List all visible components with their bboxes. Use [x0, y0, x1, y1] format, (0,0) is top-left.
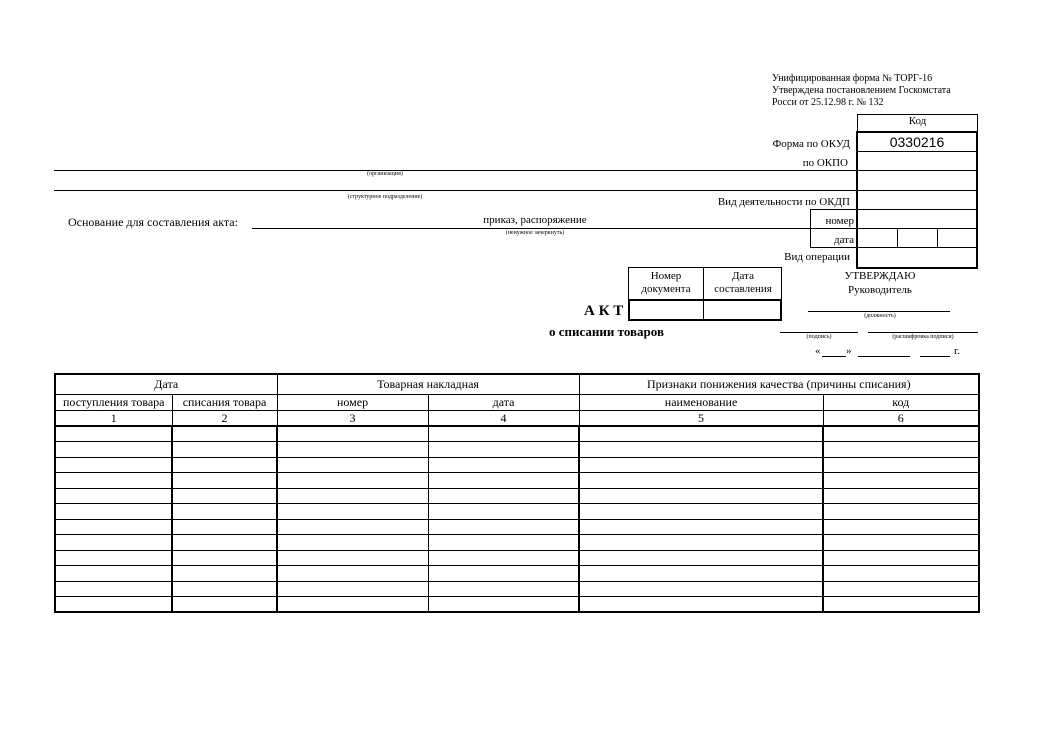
table-cell[interactable] — [579, 426, 823, 442]
table-row — [55, 473, 979, 489]
table-cell[interactable] — [428, 597, 579, 613]
table-cell[interactable] — [579, 504, 823, 520]
table-row — [55, 581, 979, 597]
table-cell[interactable] — [277, 597, 428, 613]
table-cell[interactable] — [55, 535, 172, 551]
col-reason-code: код — [823, 394, 979, 410]
col-number: 4 — [428, 410, 579, 426]
table-cell[interactable] — [55, 597, 172, 613]
quote-close: » — [846, 345, 852, 357]
table-cell[interactable] — [428, 426, 579, 442]
col-number: 3 — [277, 410, 428, 426]
table-cell[interactable] — [277, 442, 428, 458]
table-cell[interactable] — [55, 519, 172, 535]
table-cell[interactable] — [823, 581, 979, 597]
group-invoice: Товарная накладная — [277, 374, 579, 394]
col-number: 5 — [579, 410, 823, 426]
codes-divider — [857, 170, 977, 171]
table-row — [55, 550, 979, 566]
table-row — [55, 426, 979, 442]
table-cell[interactable] — [277, 581, 428, 597]
table-cell[interactable] — [55, 442, 172, 458]
table-row — [55, 457, 979, 473]
table-cell[interactable] — [823, 442, 979, 458]
col-invoice-number: номер — [277, 394, 428, 410]
table-cell[interactable] — [55, 550, 172, 566]
date-cell-divider — [937, 228, 938, 247]
table-cell[interactable] — [823, 426, 979, 442]
table-cell[interactable] — [823, 457, 979, 473]
table-cell[interactable] — [277, 535, 428, 551]
col-number: 2 — [172, 410, 277, 426]
table-cell[interactable] — [823, 473, 979, 489]
table-cell[interactable] — [428, 457, 579, 473]
table-cell[interactable] — [823, 488, 979, 504]
okdp-label: Вид деятельности по ОКДП — [717, 196, 850, 208]
position-line — [808, 311, 950, 312]
table-cell[interactable] — [277, 488, 428, 504]
table-cell[interactable] — [172, 457, 277, 473]
day-line — [822, 356, 846, 357]
table-cell[interactable] — [823, 550, 979, 566]
table-cell[interactable] — [579, 566, 823, 582]
table-row — [55, 535, 979, 551]
table-cell[interactable] — [55, 566, 172, 582]
table-cell[interactable] — [428, 550, 579, 566]
table-cell[interactable] — [579, 488, 823, 504]
codes-divider — [857, 190, 977, 191]
table-cell[interactable] — [55, 457, 172, 473]
year-suffix: г. — [954, 345, 961, 357]
table-cell[interactable] — [172, 535, 277, 551]
dept-caption: (структурное подразделение) — [347, 194, 423, 200]
table-row — [55, 519, 979, 535]
approve-role: Руководитель — [848, 284, 912, 296]
decode-line — [868, 332, 978, 333]
table-cell[interactable] — [428, 473, 579, 489]
table-cell[interactable] — [428, 519, 579, 535]
dept-line — [54, 190, 857, 191]
codes-divider — [857, 228, 977, 229]
table-cell[interactable] — [823, 519, 979, 535]
okud-value[interactable]: 0330216 — [889, 134, 945, 150]
doc-date-header: Дата составления — [714, 270, 772, 295]
table-cell[interactable] — [823, 566, 979, 582]
col-number: 1 — [55, 410, 172, 426]
decode-caption: (расшифровка подписи) — [892, 334, 954, 340]
table-cell[interactable] — [579, 597, 823, 613]
table-cell[interactable] — [277, 566, 428, 582]
code-header-label: Код — [908, 115, 927, 127]
table-row — [55, 488, 979, 504]
table-cell[interactable] — [579, 581, 823, 597]
codes-divider — [857, 209, 977, 210]
codes-divider — [857, 247, 977, 248]
table-cell[interactable] — [579, 457, 823, 473]
table-cell[interactable] — [55, 488, 172, 504]
table-row — [55, 566, 979, 582]
table-cell[interactable] — [277, 550, 428, 566]
code-header — [857, 114, 978, 132]
group-quality: Признаки понижения качества (причины списания) — [579, 374, 979, 394]
table-cell[interactable] — [172, 504, 277, 520]
number-label: номер — [825, 215, 854, 227]
basis-line — [252, 228, 810, 229]
act-subtitle: о списании товаров — [549, 324, 664, 339]
table-cell[interactable] — [428, 488, 579, 504]
table-cell[interactable] — [823, 597, 979, 613]
col-reason-name: наименование — [579, 394, 823, 410]
col-invoice-date: дата — [428, 394, 579, 410]
col-receipt-date: поступления товара — [55, 394, 172, 410]
approved-date: Росси от 25.12.98 г. № 132 — [772, 97, 884, 108]
table-cell[interactable] — [55, 473, 172, 489]
table-cell[interactable] — [172, 442, 277, 458]
approve-title: УТВЕРЖДАЮ — [844, 270, 916, 282]
table-cell[interactable] — [172, 519, 277, 535]
basis-value[interactable]: приказ, распоряжение — [483, 214, 587, 226]
table-cell[interactable] — [579, 473, 823, 489]
operation-label: Вид операции — [784, 251, 850, 263]
writeoff-table — [54, 373, 980, 613]
table-cell[interactable] — [579, 442, 823, 458]
table-cell[interactable] — [277, 457, 428, 473]
group-date: Дата — [55, 374, 277, 394]
col-writeoff-date: списания товара — [172, 394, 277, 410]
table-cell[interactable] — [172, 566, 277, 582]
signature-line — [780, 332, 858, 333]
act-title: А К Т — [584, 303, 624, 319]
table-cell[interactable] — [277, 519, 428, 535]
basis-label: Основание для составления акта: — [68, 215, 238, 229]
okud-label: Форма по ОКУД — [772, 138, 850, 150]
table-cell[interactable] — [172, 550, 277, 566]
basis-caption: (ненужное зачеркнуть) — [505, 230, 565, 236]
doc-number-header: Номер документа — [641, 270, 691, 295]
date-cell-divider — [897, 228, 898, 247]
table-row — [55, 597, 979, 613]
table-cell[interactable] — [277, 473, 428, 489]
doc-box-values — [628, 299, 782, 321]
table-cell[interactable] — [55, 426, 172, 442]
table-cell[interactable] — [579, 535, 823, 551]
table-cell[interactable] — [55, 504, 172, 520]
table-cell[interactable] — [172, 473, 277, 489]
table-cell[interactable] — [823, 504, 979, 520]
table-cell[interactable] — [579, 519, 823, 535]
table-cell[interactable] — [428, 442, 579, 458]
table-cell[interactable] — [428, 566, 579, 582]
table-cell[interactable] — [172, 597, 277, 613]
table-cell[interactable] — [579, 550, 823, 566]
org-caption: (организация) — [367, 171, 403, 177]
table-row — [55, 504, 979, 520]
table-cell[interactable] — [172, 488, 277, 504]
signature-caption: (подпись) — [806, 334, 832, 340]
table-cell[interactable] — [277, 426, 428, 442]
table-cell[interactable] — [277, 504, 428, 520]
form-name: Унифицированная форма № ТОРГ-16 — [772, 73, 933, 84]
okpo-label: по ОКПО — [802, 157, 848, 169]
month-line — [858, 356, 910, 357]
approved-by: Утверждена постановлением Госкомстата — [772, 85, 951, 96]
number-date-divider — [810, 228, 857, 229]
col-number: 6 — [823, 410, 979, 426]
year-line — [920, 356, 950, 357]
table-cell[interactable] — [823, 535, 979, 551]
table-cell[interactable] — [172, 581, 277, 597]
table-cell[interactable] — [428, 581, 579, 597]
codes-divider — [857, 151, 977, 152]
quote-open: « — [815, 345, 821, 357]
position-caption: (должность) — [864, 313, 896, 319]
table-cell[interactable] — [428, 504, 579, 520]
date-label: дата — [833, 234, 854, 246]
table-cell[interactable] — [428, 535, 579, 551]
table-cell[interactable] — [172, 426, 277, 442]
table-row — [55, 442, 979, 458]
table-cell[interactable] — [55, 581, 172, 597]
